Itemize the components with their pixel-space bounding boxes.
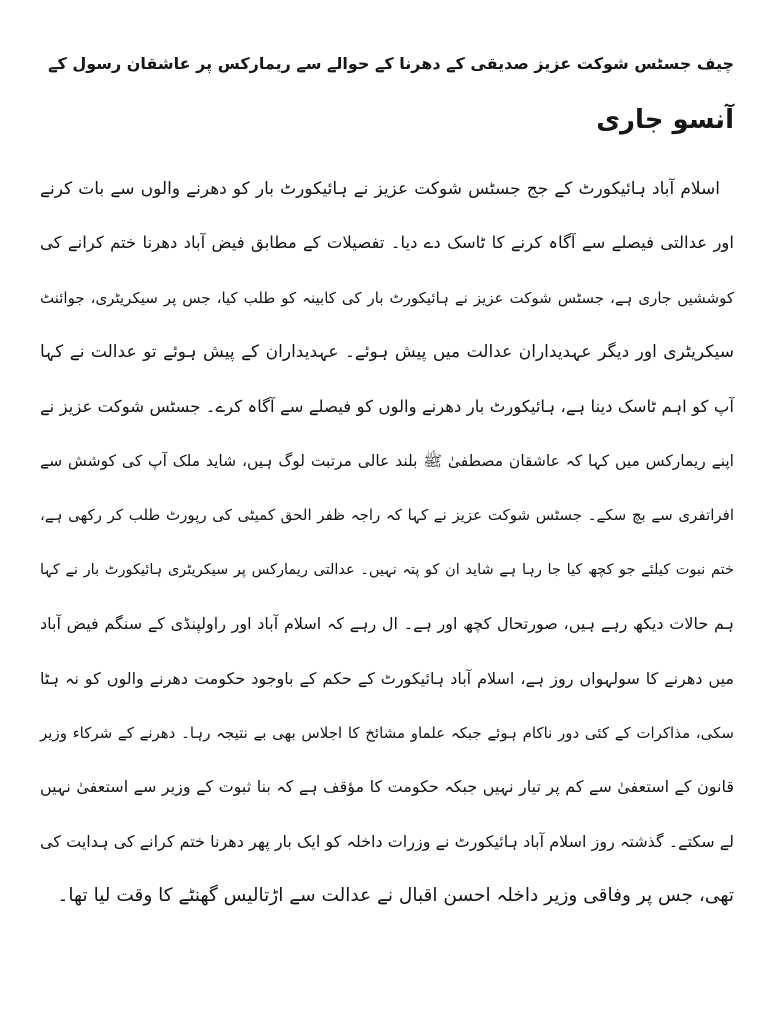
body-line: قانون کے استعفیٰ سے کم پر تیار نہیں جبکہ حکومت کا مؤقف ہے کہ بنا ثبوت کے وزیر سے استعفیٰ نہیں [40, 777, 734, 797]
article-body [40, 162, 734, 924]
body-line: تھی، جس پر وفاقی وزیر داخلہ احسن اقبال نے عدالت سے اڑتالیس گھنٹے کا وقت لیا تھا۔ [57, 885, 734, 907]
body-line: ہم حالات دیکھ رہے ہیں، صورتحال کچھ اور ہے۔ ال رہے کہ اسلام آباد اور راولپنڈی کے سنگم فیض آباد [40, 614, 734, 634]
body-line: افراتفری سے بچ سکے۔ جسٹس شوکت عزیز نے کہا کہ راجہ ظفر الحق کمیٹی کی رپورٹ طلب کر رکھی ہے، [40, 506, 734, 525]
body-line: ختم نبوت کیلئے جو کچھ کیا جا رہا ہے شاید ان کو پتہ نہیں۔ عدالتی ریمارکس پر سیکریٹری ہائیکورٹ بار نے کہا [40, 561, 734, 578]
body-line: سیکریٹری اور دیگر عہدیداران عدالت میں پیش ہوئے۔ عہدیداران کے پیش ہوئے تو عدالت نے کہا [40, 342, 734, 363]
body-line: لے سکتے۔ گذشتہ روز اسلام آباد ہائیکورٹ نے وزرات داخلہ کو ایک بار پھر دھرنا ختم کرانے کی ہدایت کی [40, 831, 734, 851]
headline-line: چیف جسٹس شوکت عزیز صدیقی کے دھرنا کے حوالے سے ریمارکس پر عاشقان رسول کے [48, 54, 734, 73]
body-line: سکی، مذاکرات کے کئی دور ناکام ہوئے جبکہ علماو مشائخ کا اجلاس بھی بے نتیجہ رہا۔ دھرنے کے شرکاء وزیر [40, 724, 734, 743]
body-line: آپ کو اہم ٹاسک دینا ہے، ہائیکورٹ بار دھرنے والوں کو فیصلے سے آگاہ کرے۔ جسٹس شوکت عزیز نے [40, 396, 734, 416]
body-line: میں دھرنے کا سولہواں روز ہے، اسلام آباد ہائیکورٹ کے حکم کے باوجود حکومت دھرنے والوں کو نہ ہٹا [40, 668, 734, 688]
body-line: اور عدالتی فیصلے سے آگاہ کرنے کا ٹاسک دے دیا۔ تفصیلات کے مطابق فیض آباد دھرنا ختم کرانے کی [40, 233, 734, 253]
body-line: اسلام آباد ہائیکورٹ کے جج جسٹس شوکت عزیز نے ہائیکورٹ بار کو دھرنے والوں سے بات کرنے [40, 179, 720, 199]
body-line: کوششیں جاری ہے، جسٹس شوکت عزیز نے ہائیکورٹ بار کی کابینہ کو طلب کیا، جس پر سیکریٹری، جوائنٹ [40, 288, 734, 307]
article-headline [40, 36, 734, 148]
body-line: اپنے ریمارکس میں کہا کہ عاشقان مصطفیٰ ﷺ بلند عالی مرتبت لوگ ہیں، شاید ملک آپ کی کوشش سے [40, 452, 734, 471]
headline-line: آنسو جاری [596, 105, 734, 135]
